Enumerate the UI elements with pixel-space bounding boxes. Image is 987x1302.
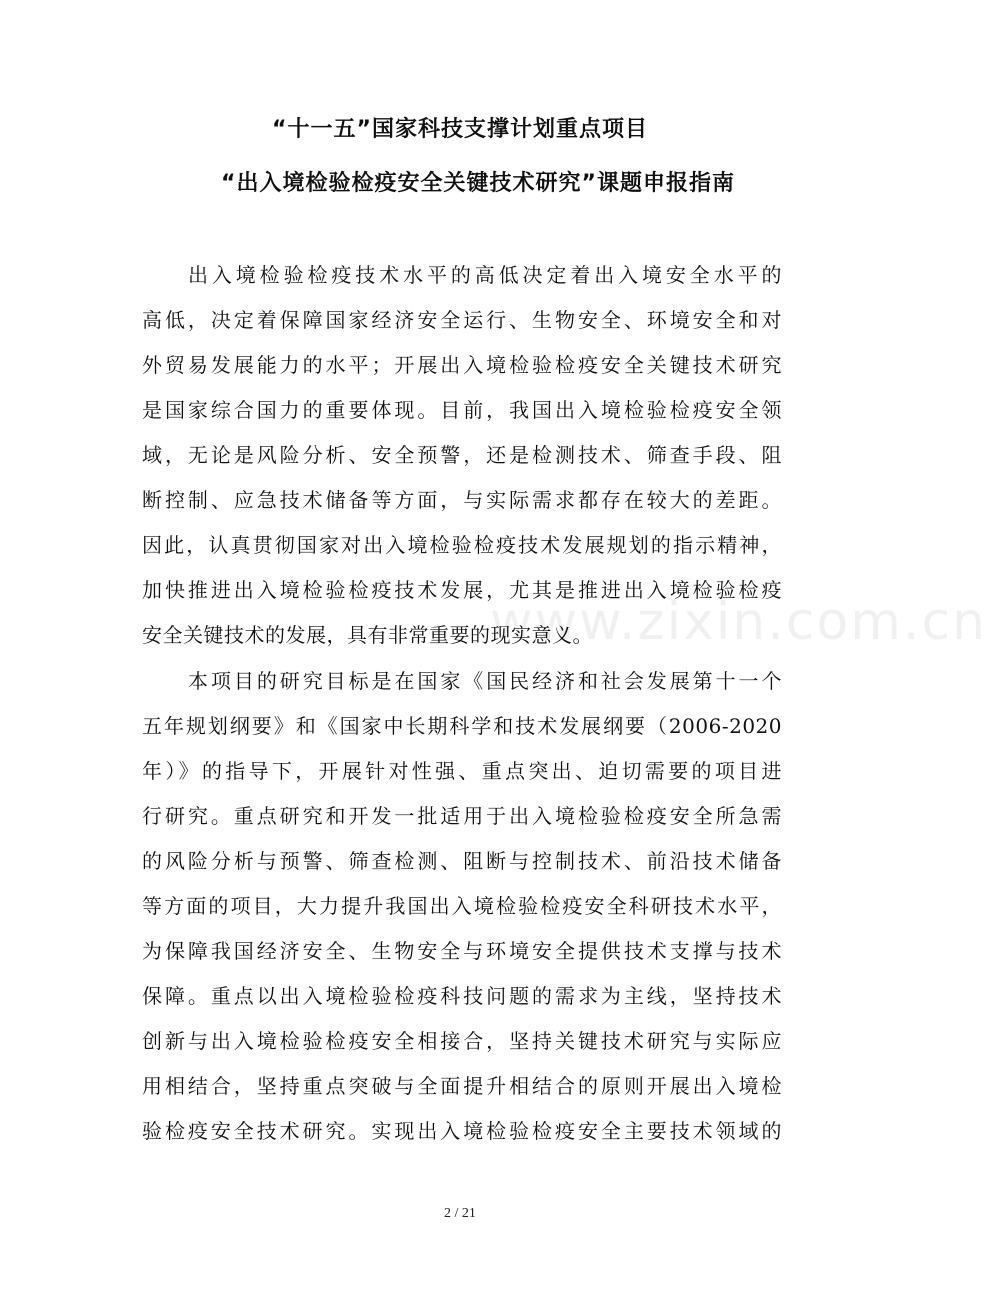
paragraph-line: 断控制、应急技术储备等方面，与实际需求都存在较大的差距。 [142, 488, 782, 512]
paragraph-line: 安全关键技术的发展，具有非常重要的现实意义。 [142, 623, 593, 647]
paragraph-line: 用相结合，坚持重点突破与全面提升相结合的原则开展出入境检 [142, 1074, 782, 1098]
document-title-line-1: “十一五”国家科技支撑计划重点项目 [272, 117, 648, 142]
paragraph-line: 因此，认真贯彻国家对出入境检验检疫技术发展规划的指示精神， [142, 533, 782, 557]
paragraph-line: 验检疫安全技术研究。实现出入境检验检疫安全主要技术领域的 [142, 1119, 782, 1143]
paragraph-line: 等方面的项目，大力提升我国出入境检验检疫安全科研技术水平， [142, 894, 782, 918]
watermark: www.zixin.com.cn [490, 592, 987, 652]
paragraph-line: 行研究。重点研究和开发一批适用于出入境检验检疫安全所急需 [142, 804, 782, 828]
paragraph-line: 五年规划纲要》和《国家中长期科学和技术发展纲要（2006-2020 [142, 714, 782, 738]
document-title-line-2: “出入境检验检疫安全关键技术研究”课题申报指南 [221, 171, 735, 196]
paragraph-line: 为保障我国经济安全、生物安全与环境安全提供技术支撑与技术 [142, 939, 782, 963]
paragraph-line: 年）》的指导下，开展针对性强、重点突出、迫切需要的项目进 [142, 759, 782, 783]
paragraph-line: 保障。重点以出入境检验检疫科技问题的需求为主线，坚持技术 [142, 984, 782, 1008]
paragraph-line: 是国家综合国力的重要体现。目前，我国出入境检验检疫安全领 [142, 398, 782, 422]
page-number: 2 / 21 [444, 1206, 476, 1221]
paragraph-line: 域，无论是风险分析、安全预警，还是检测技术、筛查手段、阻 [142, 443, 782, 467]
paragraph-line: 出入境检验检疫技术水平的高低决定着出入境安全水平的 [188, 263, 782, 287]
paragraph-line: 高低，决定着保障国家经济安全运行、生物安全、环境安全和对 [142, 308, 782, 332]
paragraph-line: 本项目的研究目标是在国家《国民经济和社会发展第十一个 [188, 669, 782, 693]
paragraph-line: 创新与出入境检验检疫安全相接合，坚持关键技术研究与实际应 [142, 1029, 782, 1053]
paragraph-line: 的风险分析与预警、筛查检测、阻断与控制技术、前沿技术储备 [142, 849, 782, 873]
paragraph-line: 外贸易发展能力的水平；开展出入境检验检疫安全关键技术研究 [142, 353, 782, 377]
paragraph-line: 加快推进出入境检验检疫技术发展，尤其是推进出入境检验检疫 [142, 578, 782, 602]
